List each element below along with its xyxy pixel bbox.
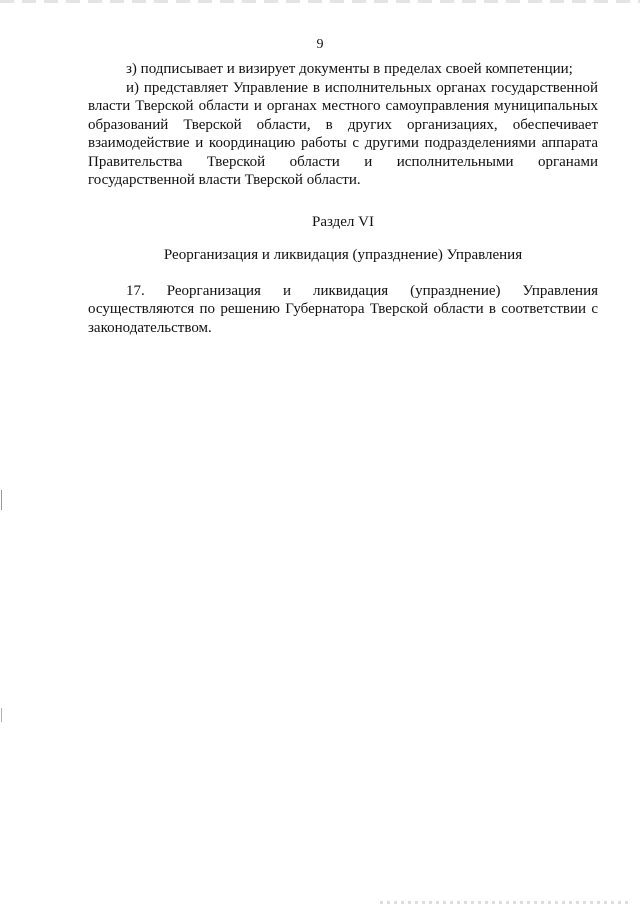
section-title: Реорганизация и ликвидация (упразднение) Управления [163, 247, 523, 263]
scan-edge-left [1, 490, 2, 510]
scan-edge-left-lower [1, 708, 2, 722]
scan-edge-top [0, 0, 640, 3]
document-body [88, 60, 598, 337]
section-heading: Раздел VI [311, 213, 374, 230]
scan-edge-bottom [380, 901, 630, 904]
item-i: и) представляет Управление в исполнительных органах государственной власти Тверской области и органах местного самоуправления муниципальных образований Тверской области, в других организациях, обеспечивает взаимодействие и координацию работы с другими подразделениями аппарата Правительства Тверской области и исполнительными органами государственной власти Тверской области. [88, 79, 598, 188]
paragraph-17: 17. Реорганизация и ликвидация (упразднение) Управления осуществляются по решению Губернатора Тверской области в соответствии с законодательством. [88, 282, 598, 336]
page-number: 9 [316, 37, 324, 52]
item-z: з) подписывает и визирует документы в пределах своей компетенции; [126, 61, 573, 77]
